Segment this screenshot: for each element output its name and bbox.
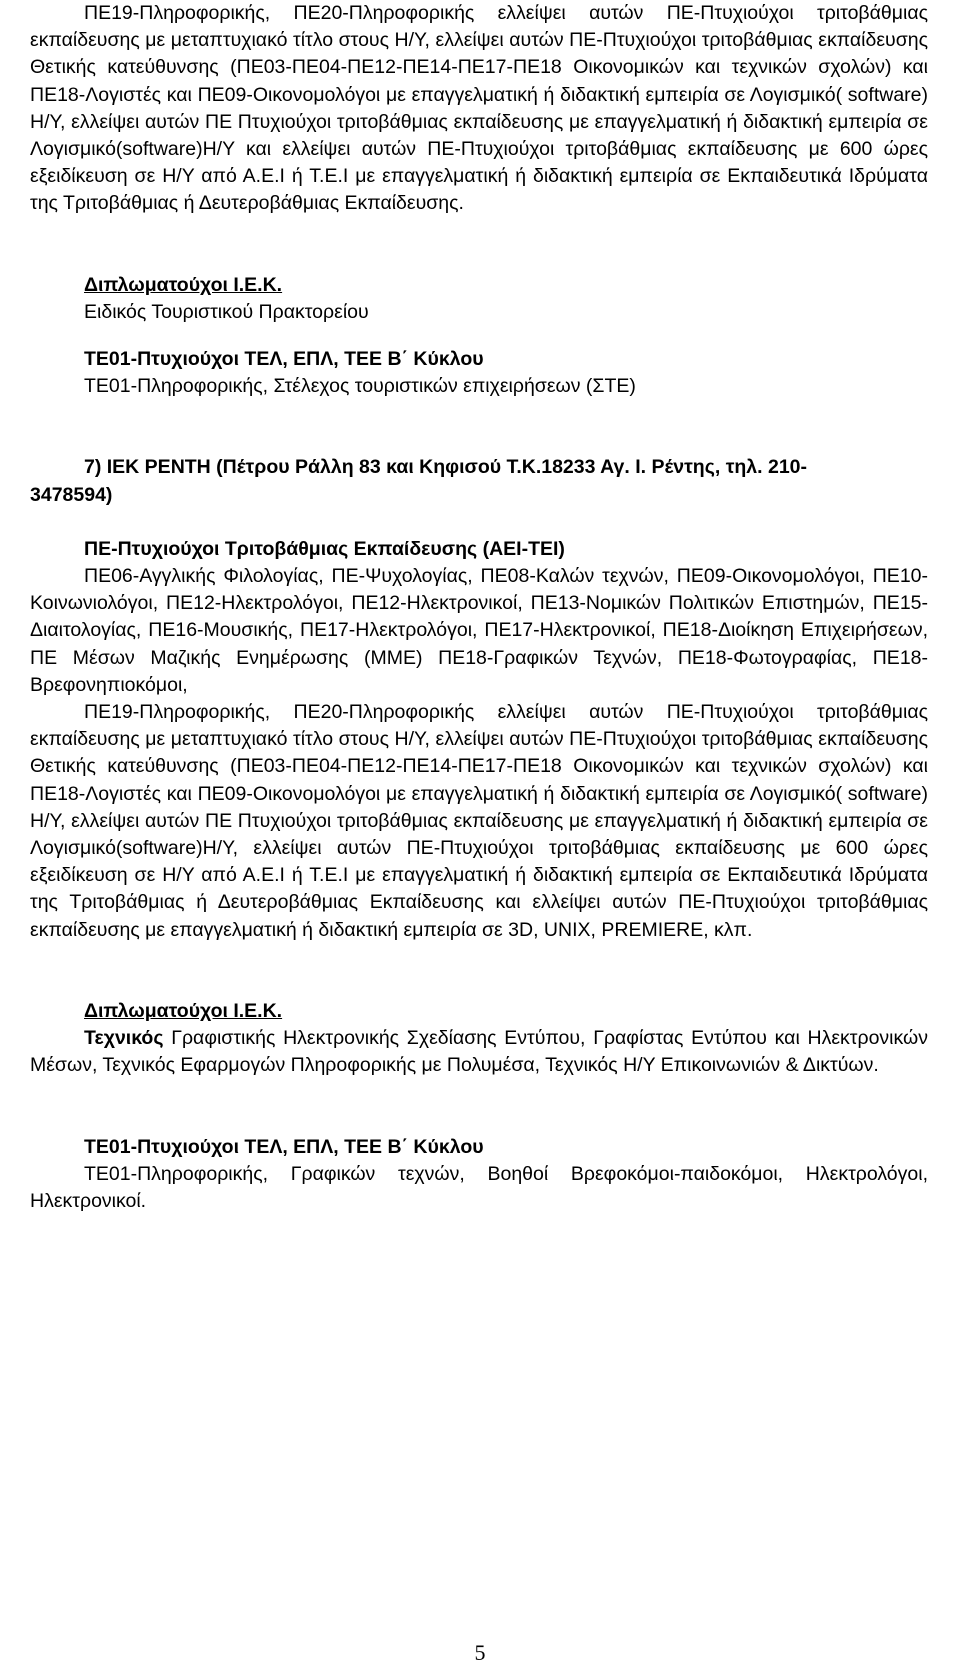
page-number: 5	[474, 1640, 486, 1665]
pe-specialties-paragraph: ΠΕ06-Αγγλικής Φιλολογίας, ΠΕ-Ψυχολογίας, ΠΕ08-Καλών τεχνών, ΠΕ09-Οικονομολόγοι, ΠΕ10-Κοινωνιολόγοι, ΠΕ12-Ηλεκτρολόγοι, ΠΕ12-Ηλεκτρονικοί, ΠΕ13-Νομικών Πολιτικών Επιστημών, ΠΕ15-Διαιτολογίας, ΠΕ16-Μουσικής, ΠΕ17-Ηλεκτρολόγοι, ΠΕ17-Ηλεκτρονικοί, ΠΕ18-Διοίκηση Επιχειρήσεων, ΠΕ Μέσων Μαζικής Ενημέρωσης (ΜΜΕ) ΠΕ18-Γραφικών Τεχνών, ΠΕ18-Φωτογραφίας, ΠΕ18-Βρεφονηπιοκόμοι,	[30, 565, 928, 696]
iek-rentis-title-line2: 3478594)	[30, 483, 113, 506]
pe-informatics-paragraph: ΠΕ19-Πληροφορικής, ΠΕ20-Πληροφορικής ελλείψει αυτών ΠΕ-Πτυχιούχοι τριτοβάθμιας εκπαίδευσης με μεταπτυχιακό τίτλο στους Η/Υ, ελλείψει αυτών ΠΕ-Πτυχιούχοι τριτοβάθμιας εκπαίδευσης Θετικής κατεύθυνσης (ΠΕ03-ΠΕ04-ΠΕ12-ΠΕ14-ΠΕ17-ΠΕ18 Οικονομικών και τεχνικών σχολών) και ΠΕ18-Λογιστές και ΠΕ09-Οικονομολόγοι με επαγγελματική ή διδακτική εμπειρία σε Λογισμικό( software) Η/Υ, ελλείψει αυτών ΠΕ Πτυχιούχοι τριτοβάθμιας εκπαίδευσης με επαγγελματική ή διδακτική εμπειρία σε Λογισμικό(software)Η/Υ, ελλείψει αυτών ΠΕ-Πτυχιούχοι τριτοβάθμιας εκπαίδευσης με 600 ώρες εξειδίκευση σε Η/Υ από Α.Ε.Ι ή Τ.Ε.Ι με επαγγελματική ή διδακτική εμπειρία σε Εκπαιδευτικά Ιδρύματα της Τριτοβάθμιας ή Δευτεροβάθμιας Εκπαίδευσης και ελλείψει αυτών ΠΕ-Πτυχιούχοι τριτοβάθμιας εκπαίδευσης με επαγγελματική ή διδακτική εμπειρία σε 3D, UNIX, PREMIERE, κλπ.	[30, 701, 928, 941]
spacer	[30, 509, 928, 536]
spacer	[30, 944, 928, 998]
document-page	[30, 0, 928, 1215]
pe-graduates-heading: ΠΕ-Πτυχιούχοι Τριτοβάθμιας Εκπαίδευσης (ΑΕΙ-ΤΕΙ)	[84, 537, 565, 560]
te01-text: ΤΕ01-Πληροφορικής, Στέλεχος τουριστικών επιχειρήσεων (ΣΤΕ)	[84, 375, 636, 398]
top-paragraph: ΠΕ19-Πληροφορικής, ΠΕ20-Πληροφορικής ελλείψει αυτών ΠΕ-Πτυχιούχοι τριτοβάθμιας εκπαίδευσης με μεταπτυχιακό τίτλο στους Η/Υ, ελλείψει αυτών ΠΕ-Πτυχιούχοι τριτοβάθμιας εκπαίδευσης Θετικής κατεύθυνσης (ΠΕ03-ΠΕ04-ΠΕ12-ΠΕ14-ΠΕ17-ΠΕ18 Οικονομικών και τεχνικών σχολών) και ΠΕ18-Λογιστές και ΠΕ09-Οικονομολόγοι με επαγγελματική ή διδακτική εμπειρία σε Λογισμικό( software) Η/Υ, ελλείψει αυτών ΠΕ Πτυχιούχοι τριτοβάθμιας εκπαίδευσης με επαγγελματική ή διδακτική εμπειρία σε Λογισμικό(software)Η/Υ και ελλείψει αυτών ΠΕ-Πτυχιούχοι τριτοβάθμιας εκπαίδευσης με 600 ώρες εξειδίκευση σε Η/Υ από Α.Ε.Ι ή Τ.Ε.Ι με επαγγελματική ή διδακτική εμπειρία σε Εκπαιδευτικά Ιδρύματα της Τριτοβάθμιας ή Δευτεροβάθμιας Εκπαίδευσης.	[30, 2, 928, 215]
te01-heading: ΤΕ01-Πτυχιούχοι ΤΕΛ, ΕΠΛ, ΤΕΕ Β΄ Κύκλου	[84, 348, 484, 371]
technician-text: Γραφιστικής Ηλεκτρονικής Σχεδίασης Εντύπου, Γραφίστας Εντύπου και Ηλεκτρονικών Μέσων, Τεχνικός Εφαρμογών Πληροφορικής με Πολυμέσα, Τεχνικός Η/Υ Επικοινωνιών & Δικτύων.	[30, 1027, 928, 1077]
spacer	[30, 400, 928, 454]
spacer	[30, 326, 928, 346]
spacer	[30, 1080, 928, 1134]
iek-graduates-heading: Διπλωματούχοι Ι.Ε.Κ.	[84, 273, 283, 296]
te01-heading-2: ΤΕ01-Πτυχιούχοι ΤΕΛ, ΕΠΛ, ΤΕΕ Β΄ Κύκλου	[84, 1135, 484, 1158]
iek-specialty: Ειδικός Τουριστικού Πρακτορείου	[84, 300, 369, 323]
iek-graduates-heading-2: Διπλωματούχοι Ι.Ε.Κ.	[84, 999, 283, 1022]
technician-paragraph	[30, 1025, 928, 1079]
iek-rentis-title-line1: 7) ΙΕΚ ΡΕΝΤΗ (Πέτρου Ράλλη 83 και Κηφισού Τ.Κ.18233 Αγ. Ι. Ρέντης, τηλ. 210-	[84, 456, 808, 479]
spacer	[30, 218, 928, 272]
technician-label: Τεχνικός	[84, 1027, 164, 1050]
te01-text-2: ΤΕ01-Πληροφορικής, Γραφικών τεχνών, Βοηθοί Βρεφοκόμοι-παιδοκόμοι, Ηλεκτρολόγοι, Ηλεκτρονικοί.	[30, 1162, 928, 1212]
